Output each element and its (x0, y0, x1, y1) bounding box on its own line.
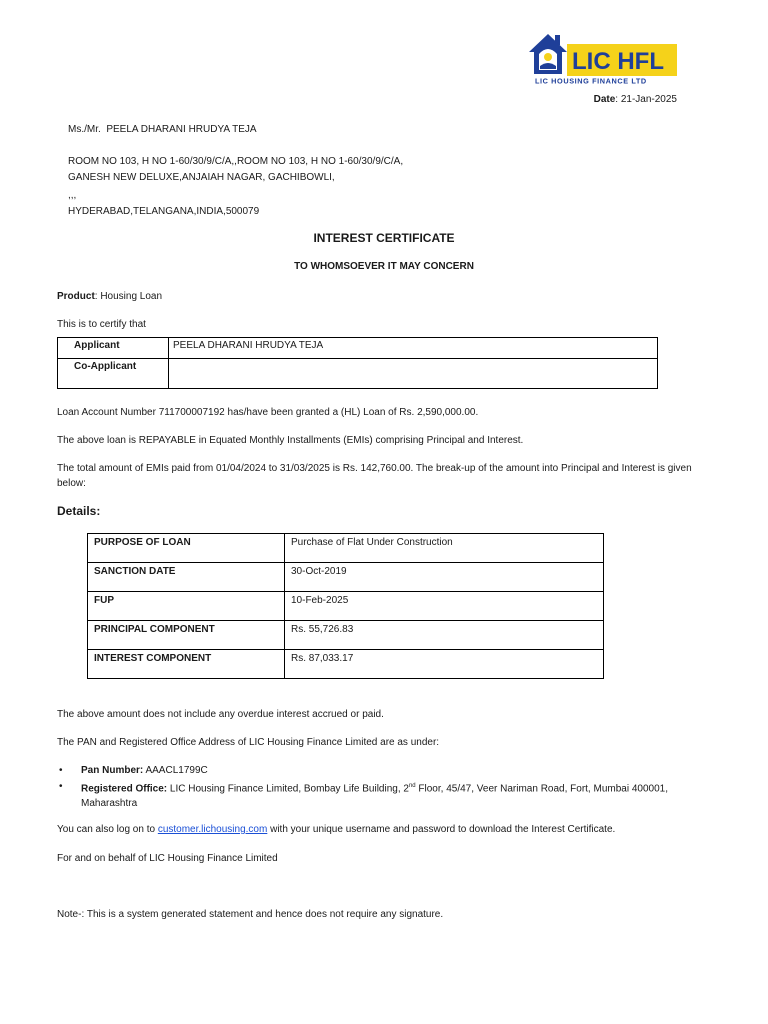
detail-label: SANCTION DATE (88, 563, 285, 592)
applicant-value: PEELA DHARANI HRUDYA TEJA (169, 338, 658, 359)
applicant-table (57, 337, 658, 389)
lichfl-logo (527, 30, 679, 86)
details-table (87, 533, 604, 679)
table-row (88, 650, 604, 679)
table-row (88, 563, 604, 592)
login-text: You can also log on to customer.lichousing.com with your unique username and password to download the Interest Certificate. (57, 824, 616, 835)
table-row (88, 592, 604, 621)
detail-value: 10-Feb-2025 (285, 592, 604, 621)
detail-label: PRINCIPAL COMPONENT (88, 621, 285, 650)
note-text: Note-: This is a system generated statement and hence does not require any signature. (57, 909, 444, 920)
co-applicant-label: Co-Applicant (58, 359, 169, 389)
overdue-text: The above amount does not include any overdue interest accrued or paid. (57, 709, 384, 720)
company-info-list (57, 763, 707, 812)
detail-value: Purchase of Flat Under Construction (285, 534, 604, 563)
co-applicant-value (169, 359, 658, 389)
logo-tagline-text: LIC HOUSING FINANCE LTD (535, 76, 647, 86)
details-heading: Details: (57, 504, 101, 518)
bullet-icon: • (59, 765, 63, 776)
detail-value: Rs. 87,033.17 (285, 650, 604, 679)
certificate-date: Date: 21-Jan-2025 (593, 94, 677, 105)
list-item: • Pan Number: AAACL1799C (59, 765, 208, 776)
certificate-subtitle: TO WHOMSOEVER IT MAY CONCERN (294, 261, 474, 272)
address-line: ,,, (68, 190, 77, 201)
table-row (58, 359, 658, 389)
detail-label: PURPOSE OF LOAN (88, 534, 285, 563)
logo-brand-text: LIC HFL (572, 48, 664, 75)
detail-value: 30-Oct-2019 (285, 563, 604, 592)
table-row (88, 621, 604, 650)
bullet-icon: • (59, 781, 63, 792)
address-line: GANESH NEW DELUXE,ANJAIAH NAGAR, GACHIBOWLI, (68, 172, 335, 183)
customer-portal-link[interactable]: customer.lichousing.com (157, 824, 268, 835)
table-row (58, 338, 658, 359)
certificate-title: INTEREST CERTIFICATE (313, 231, 455, 245)
detail-label: INTEREST COMPONENT (88, 650, 285, 679)
pan-intro-text: The PAN and Registered Office Address of LIC Housing Finance Limited are as under: (57, 737, 440, 748)
address-line: ROOM NO 103, H NO 1-60/30/9/C/A,,ROOM NO 103, H NO 1-60/30/9/C/A, (68, 156, 404, 167)
product-line: Product: Housing Loan (57, 291, 163, 302)
detail-label: FUP (88, 592, 285, 621)
addressee-name: Ms./Mr. PEELA DHARANI HRUDYA TEJA (68, 124, 257, 135)
address-line: HYDERABAD,TELANGANA,INDIA,500079 (68, 206, 260, 217)
total-emi-text: The total amount of EMIs paid from 01/04/2024 to 31/03/2025 is Rs. 142,760.00. The break-up of the amount into Principal and Interest is given below: (57, 463, 692, 489)
repayable-text: The above loan is REPAYABLE in Equated Monthly Installments (EMIs) comprising Principal and Interest. (57, 435, 524, 446)
behalf-text: For and on behalf of LIC Housing Finance Limited (57, 853, 278, 864)
certify-text: This is to certify that (57, 319, 146, 330)
detail-value: Rs. 55,726.83 (285, 621, 604, 650)
list-item: • Registered Office: LIC Housing Finance Limited, Bombay Life Building, 2nd Floor, 45/47, Veer Nariman Road, Fort, Mumbai 400001, Maharashtra (59, 781, 668, 810)
applicant-label: Applicant (58, 338, 169, 359)
table-row (88, 534, 604, 563)
loan-text: Loan Account Number 711700007192 has/have been granted a (HL) Loan of Rs. 2,590,000.00. (57, 407, 479, 418)
addressee-block (68, 122, 403, 220)
